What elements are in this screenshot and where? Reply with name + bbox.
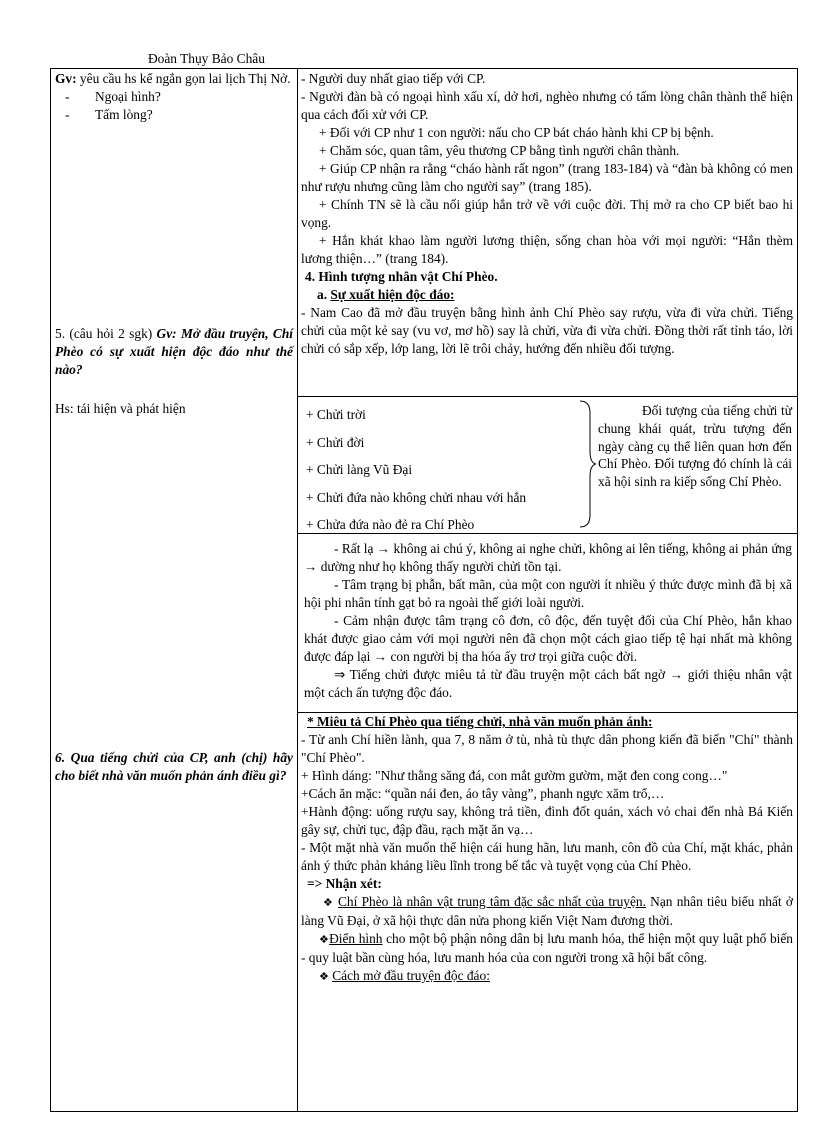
author-name: Đoàn Thụy Bảo Châu	[148, 51, 265, 66]
lesson-table	[50, 68, 798, 1112]
list-item: + Chửi đời	[306, 434, 365, 450]
list-item: - Tấm lòng?	[55, 106, 293, 124]
diamond-bullet-icon: ❖	[323, 896, 334, 909]
thi-no-content: - Người duy nhất giao tiếp với CP. - Người đàn bà có ngoại hình xấu xí, dở hơi, nghèo nhưng có tấm lòng chân thành thể hiện qua cách đối xử với CP. + Đối với CP như 1 con người: nấu cho CP bát cháo hành khi CP bị bệnh. + Chăm sóc, quan tâm, yêu thương CP bằng tình người chân thành. + Giúp CP nhận ra rằng “cháo hành rất ngon” (trang 183-184) và “đàn bà không có men như rượu nhưng cũng làm cho người say” (trang 185). + Chính TN sẽ là cầu nối giúp hắn trở về với cuộc đời. Thị mở ra cho CP biết bao hi vọng. + Hắn khát khao làm người lương thiện, sống chan hòa với mọi người: “Hắn thèm lương thiện…” (trang 184). 4. Hình tượng nhân vật Chí Phèo. a. Sự xuất hiện độc đáo: - Nam Cao đã mở đầu truyện bằng hình ảnh Chí Phèo say rượu, vừa đi vừa chửi. Tiếng chửi của một kẻ say (vu vơ, mơ hồ) say là chửi, vừa đi vừa chửi. Đồng thời rất tỉnh táo, lời chửi có sắp xếp, lớp lang, lời lẽ trôi chảy, hướng đến nhiều đối tượng.	[301, 71, 793, 356]
diamond-bullet-icon: ❖	[319, 970, 329, 983]
list-item: + Chửi đứa nào không chửi nhau với hắn	[306, 489, 527, 505]
section-heading: 4. Hình tượng nhân vật Chí Phèo.	[305, 269, 498, 284]
question-5: 5. (câu hỏi 2 sgk) Gv: Mở đầu truyện, Chí Phèo có sự xuất hiện độc đáo như thế nào?	[55, 326, 293, 377]
divider	[298, 533, 797, 534]
reflection-content: * Miêu tả Chí Phèo qua tiếng chửi, nhà văn muốn phản ánh: - Từ anh Chí hiền lành, qua 7, 8 năm ở tù, nhà tù thực dân phong kiến đã biến "Chí" thành "Chí Phèo". + Hình dáng: "Như thằng săng đá, con mắt gườm gườm, mặt đen cong cong…" +Cách ăn mặc: “quần nái đen, áo tây vàng”, phanh ngực xăm trổ,… +Hành động: uống rượu say, không trả tiền, đình đốt quán, xách vỏ chai đến nhà Bá Kiến gây sự, chửi tục, đập đầu, rạch mặt ăn vạ… - Một mặt nhà văn muốn thể hiện cái hung hãn, lưu manh, côn đồ của Chí, mặt khác, phản ánh ý thức phản kháng liều lĩnh trong bế tắc và tuyệt vọng của Chí Phèo. => Nhận xét: ❖ Chí Phèo là nhân vật trung tâm đặc sắc nhất của truyện. Nạn nhân tiêu biểu nhất ở làng Vũ Đại, ở xã hội thực dân nửa phong kiến Việt Nam đương thời. ❖Điển hình cho một bộ phận nông dân bị lưu manh hóa, thể hiện một quy luật phổ biến - quy luật bần cùng hóa, lưu manh hóa của con người trong xã hội bất công. ❖ Cách mở đầu truyện độc đáo:	[301, 714, 793, 983]
curly-brace	[578, 399, 598, 529]
list-item: + Chửi trời	[306, 407, 366, 422]
list-item: + Chửa đứa nào đẻ ra Chí Phèo	[306, 517, 475, 532]
right-column	[298, 69, 797, 1111]
subsection-heading: a. Sự xuất hiện độc đáo:	[317, 287, 455, 302]
section-heading: * Miêu tả Chí Phèo qua tiếng chửi, nhà văn muốn phản ánh:	[307, 714, 653, 729]
curse-analysis: - Rất lạ → không ai chú ý, không ai nghe chửi, không ai lên tiếng, không ai phản ứng → dường như họ không thấy người chửi tồn tại. - Tâm trạng bị phẫn, bất mãn, của một con người ít nhiều ý thức được mình đã bị xã hội phi nhân tính gạt bỏ ra ngoài thế giới loài người. - Cảm nhận được tâm trạng cô đơn, cô độc, đến tuyệt đối của Chí Phèo, hắn khao khát được giao cảm với mọi người nên đã chọn một cách giao tiếp tệ hại nhất mà không được đáp lại → con người bị tha hóa ấy trơ trọi giữa cuộc đời. ⇒ Tiếng chửi được miêu tả từ đầu truyện một cách bất ngờ → giới thiệu nhân vật một cách ấn tượng độc đáo.	[304, 541, 792, 700]
left-column	[51, 69, 298, 1111]
question-6: 6. Qua tiếng chửi của CP, anh (chị) hãy cho biết nhà văn muốn phản ánh điều gì?	[55, 750, 293, 783]
divider	[298, 396, 797, 397]
list-item: - Ngoại hình?	[55, 88, 293, 106]
curse-note: Đối tượng của tiếng chửi từ chung khái quát, trừu tượng đến ngày càng cụ thể liên quan hơn đến Chí Phèo. Đối tượng đó chính là cái xã hội sinh ra kiếp sống Chí Phèo.	[598, 403, 792, 490]
diamond-bullet-icon: ❖	[319, 933, 330, 946]
remark-heading: => Nhận xét:	[307, 876, 382, 891]
curse-list	[306, 401, 576, 539]
gv-question-thi-no: Gv: yêu cầu hs kể ngắn gọn lai lịch Thị Nở. - Ngoại hình? - Tấm lòng?	[55, 70, 293, 124]
hs-note: Hs: tái hiện và phát hiện	[55, 401, 186, 416]
list-item: + Chửi làng Vũ Đại	[306, 462, 413, 477]
